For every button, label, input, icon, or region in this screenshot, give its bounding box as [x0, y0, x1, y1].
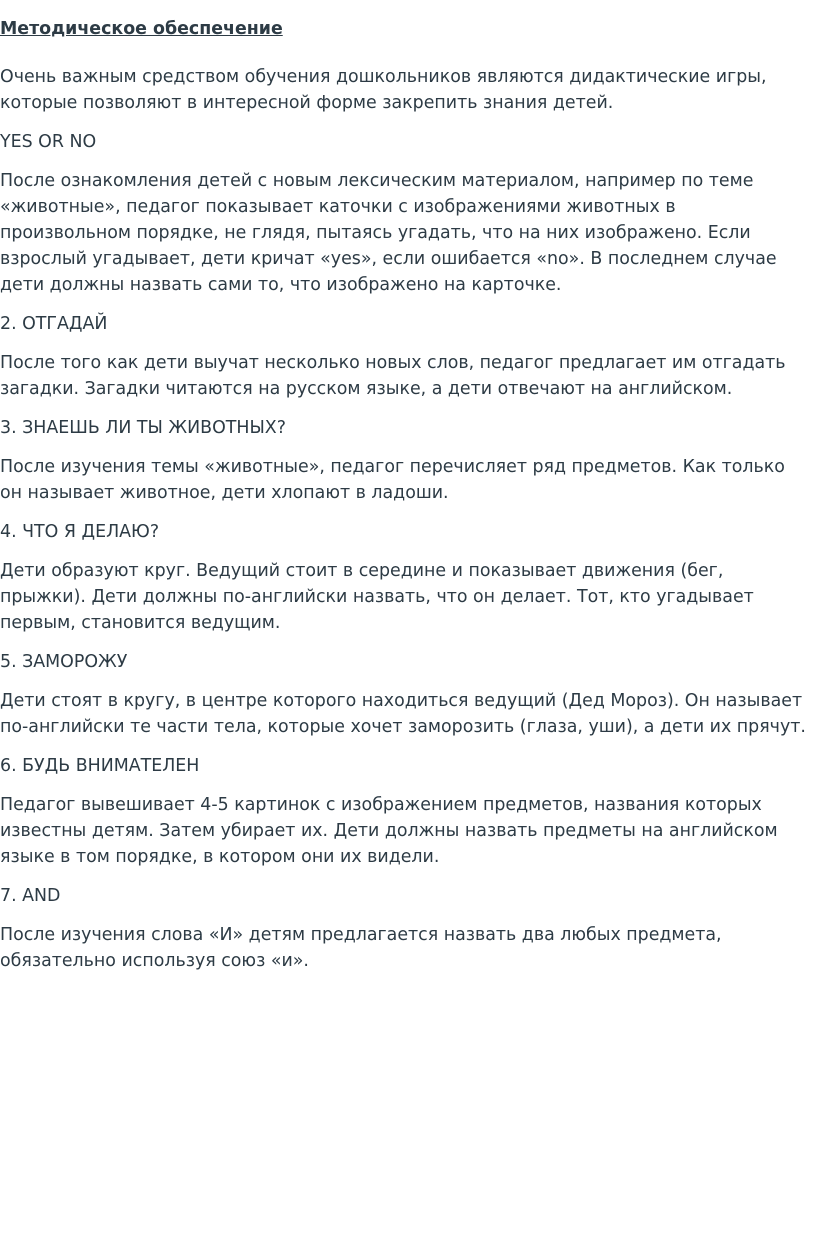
section-heading-freeze: 5. ЗАМОРОЖУ: [0, 652, 128, 672]
section-text-and: После изучения слова «И» детям предлагается назвать два любых предмета, обязательно используя союз «и».: [0, 925, 722, 971]
section-heading-what-am-i-doing: 4. ЧТО Я ДЕЛАЮ?: [0, 522, 160, 542]
section-text-freeze: Дети стоят в кругу, в центре которого находиться ведущий (Дед Мороз). Он называет по-английски те части тела, которые хочет заморозить (глаза, уши), а дети их прячут.: [0, 691, 806, 737]
section-heading-yes-or-no: YES OR NO: [0, 132, 97, 152]
document-title: Методическое обеспечение: [0, 19, 283, 39]
section-heading-be-attentive: 6. БУДЬ ВНИМАТЕЛЕН: [0, 756, 200, 776]
section-heading-guess: 2. ОТГАДАЙ: [0, 314, 108, 334]
section-heading-animals: 3. ЗНАЕШЬ ЛИ ТЫ ЖИВОТНЫХ?: [0, 418, 286, 438]
section-text-yes-or-no: После ознакомления детей с новым лексическим материалом, например по теме «животные», педагог показывает каточки с изображениями животных в произвольном порядке, не глядя, пытаясь угадать, что на них изображено. Если взрослый угадывает, дети кричат «yes», если ошибается «no». В последнем случае дети должны назвать сами то, что изображено на карточке.: [0, 171, 777, 295]
section-heading-and: 7. AND: [0, 886, 61, 906]
section-text-animals: После изучения темы «животные», педагог перечисляет ряд предметов. Как только он называет животное, дети хлопают в ладоши.: [0, 457, 785, 503]
intro-paragraph: Очень важным средством обучения дошкольников являются дидактические игры, которые позволяют в интересной форме закрепить знания детей.: [0, 67, 767, 113]
document-body: [0, 16, 812, 987]
section-text-be-attentive: Педагог вывешивает 4-5 картинок с изображением предметов, названия которых известны детям. Затем убирает их. Дети должны назвать предметы на английском языке в том порядке, в котором они их видели.: [0, 795, 778, 867]
section-text-what-am-i-doing: Дети образуют круг. Ведущий стоит в середине и показывает движения (бег, прыжки). Дети должны по-английски назвать, что он делает. Тот, кто угадывает первым, становится ведущим.: [0, 561, 754, 633]
section-text-guess: После того как дети выучат несколько новых слов, педагог предлагает им отгадать загадки. Загадки читаются на русском языке, а дети отвечают на английском.: [0, 353, 786, 399]
